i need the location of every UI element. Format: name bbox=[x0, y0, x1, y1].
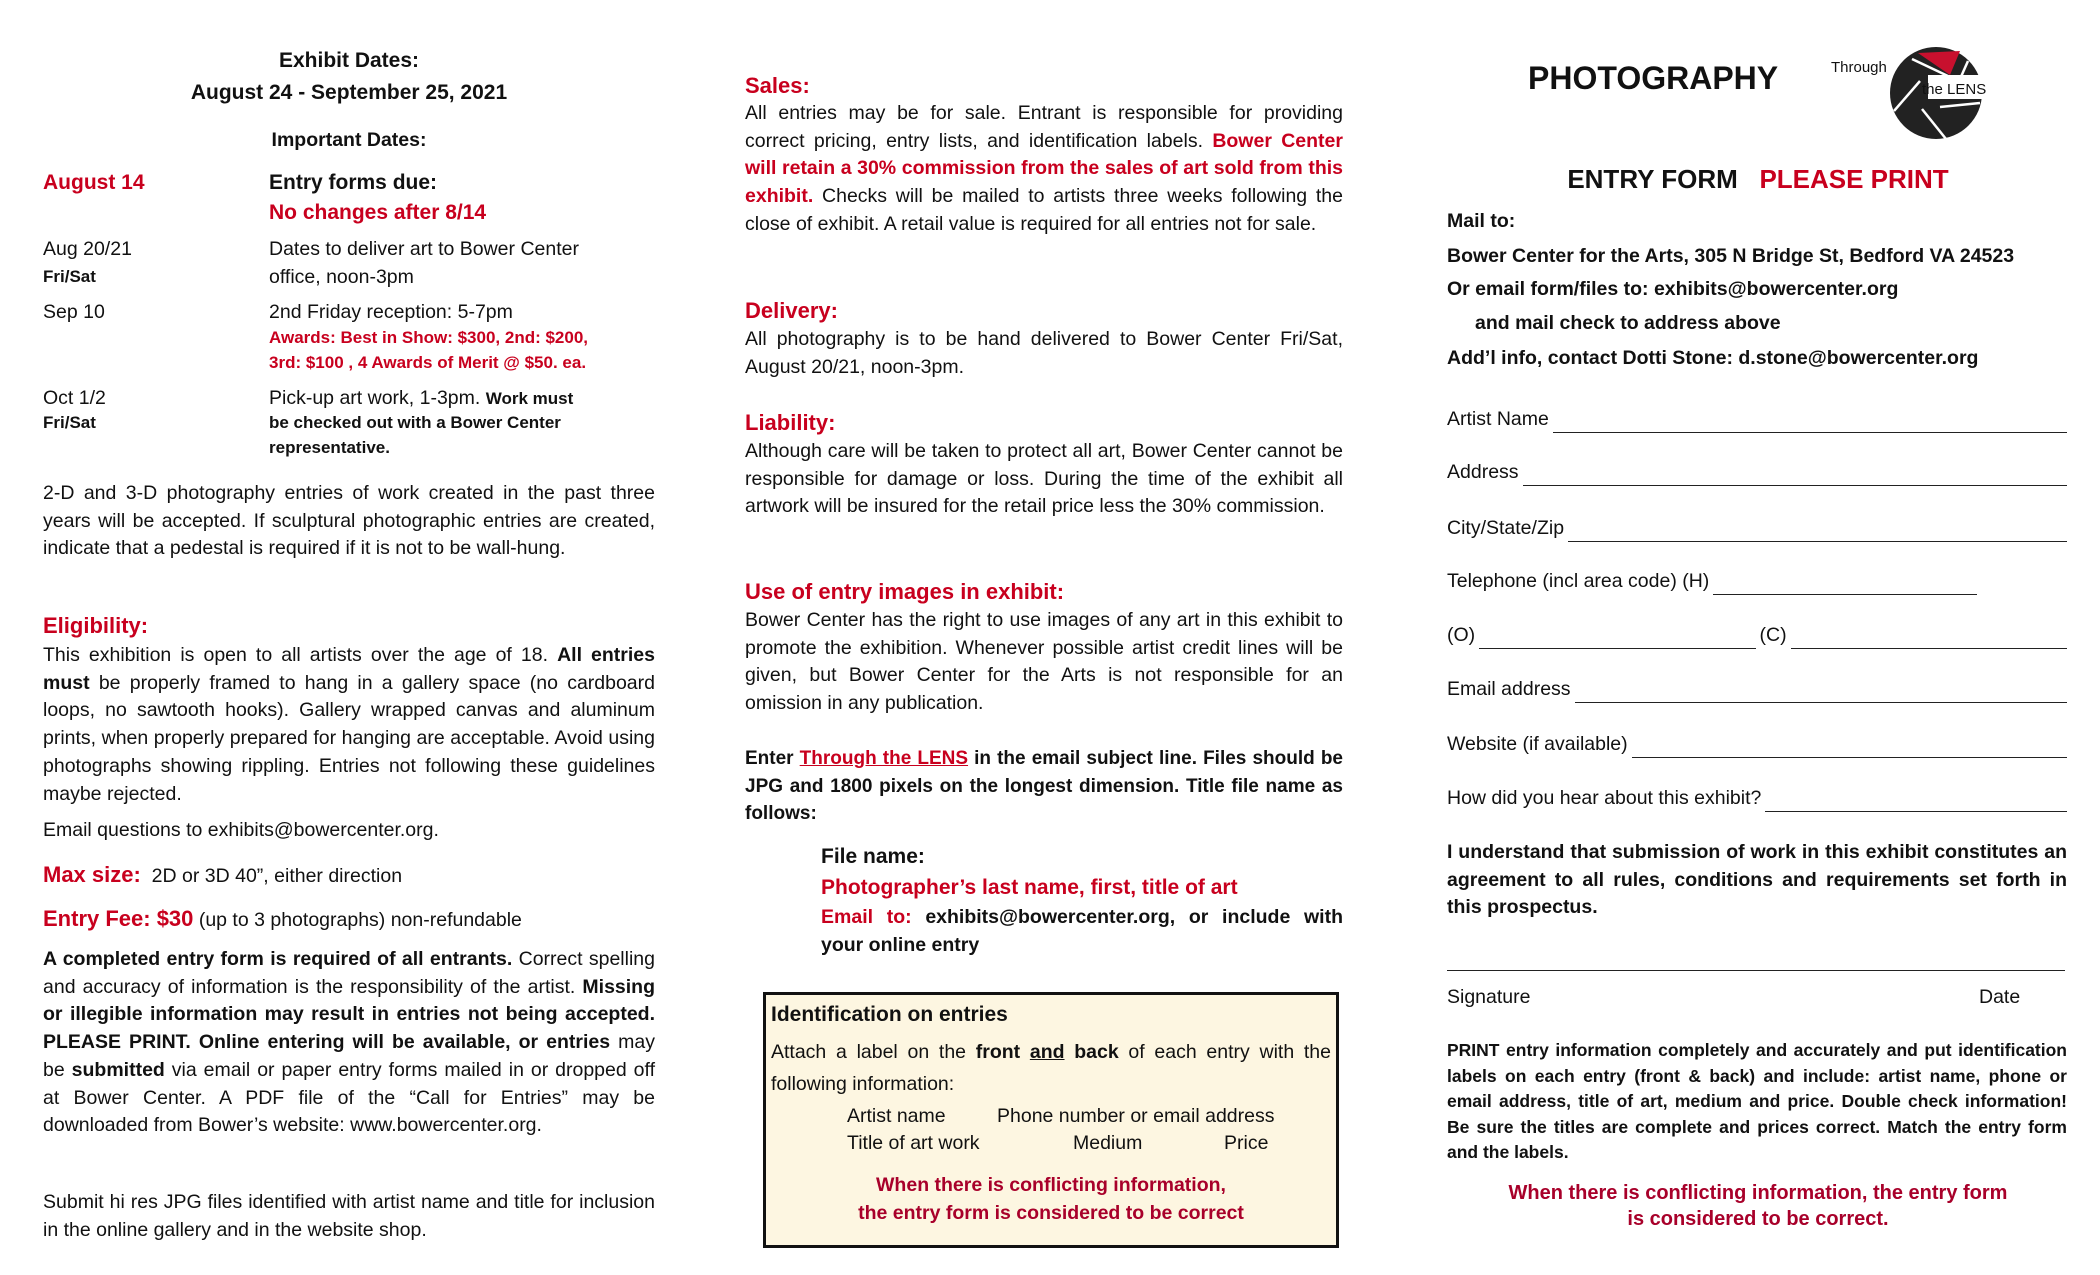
field-label: (C) bbox=[1759, 624, 1787, 646]
completed-paragraph bbox=[43, 946, 655, 1140]
text: Email to: bbox=[821, 906, 912, 928]
text: Checks will be mailed to artists three weeks following the close of exhibit. A retail value is required for all entries not for sale. bbox=[745, 185, 1343, 235]
conflict-note: When there is conflicting information, bbox=[876, 1174, 1226, 1196]
id-item: Phone number or email address bbox=[997, 1105, 1275, 1127]
text: via email or paper entry forms mailed in or dropped off at Bower Center. A PDF file of the “Call for Entries” may be downloaded from Bower’s website: www.bowercenter.org. bbox=[43, 1058, 655, 1137]
telephone-field[interactable] bbox=[1447, 567, 1977, 595]
print-note: PRINT entry information completely and accurately and put identification labels on each entry (front & back) and include: artist name, phone or email address, title of art, medium and price. Double check information! Be sure the titles are complete and prices correct. Match the entry form and the labels. bbox=[1447, 1040, 2067, 1163]
email-input[interactable] bbox=[1575, 683, 2067, 703]
sales-heading: Sales: bbox=[745, 73, 810, 98]
hear-input[interactable] bbox=[1765, 792, 2067, 812]
text: submitted bbox=[71, 1058, 165, 1081]
phone-oc-field[interactable] bbox=[1447, 621, 2067, 649]
conflict-note: When there is conflicting information, the entry form bbox=[1508, 1182, 2008, 1204]
id-item: Artist name bbox=[847, 1105, 946, 1127]
city-field[interactable] bbox=[1447, 514, 2067, 542]
text: be properly framed to hang in a gallery space (no cardboard loops, no sawtooth hooks). Gallery wrapped canvas and aluminum prints, when properly prepared for hanging are acceptable. Avoid using photographs showing rippling. Entries not following these guidelines maybe rejected. bbox=[43, 671, 655, 805]
schedule-text: office, noon-3pm bbox=[269, 266, 414, 288]
schedule-date: Oct 1/2 bbox=[43, 387, 106, 409]
eligibility-heading: Eligibility: bbox=[43, 613, 149, 638]
awards-text: Awards: Best in Show: $300, 2nd: $200, bbox=[269, 328, 589, 347]
field-label: Telephone (incl area code) (H) bbox=[1447, 570, 1710, 592]
schedule-text: Pick-up art work, 1-3pm. bbox=[269, 387, 486, 409]
schedule-text: No changes after 8/14 bbox=[269, 201, 487, 224]
schedule-date: Aug 20/21 bbox=[43, 238, 132, 260]
exhibit-dates: August 24 - September 25, 2021 bbox=[190, 81, 508, 104]
text: Enter bbox=[745, 748, 800, 769]
schedule-text: be checked out with a Bower Center bbox=[269, 413, 561, 432]
sales-paragraph bbox=[745, 100, 1343, 239]
mail-address: Bower Center for the Arts, 305 N Bridge St, Bedford VA 24523 bbox=[1447, 245, 2015, 267]
identification-paragraph bbox=[771, 1036, 1331, 1100]
schedule-date: Sep 10 bbox=[43, 301, 105, 323]
email-questions: Email questions to exhibits@bowercenter.org. bbox=[43, 819, 439, 841]
text: front bbox=[975, 1041, 1030, 1063]
telephone-office-input[interactable] bbox=[1479, 629, 1755, 649]
liability-paragraph: Although care will be taken to protect all art, Bower Center cannot be responsible for damage or loss. During the time of the exhibit all artwork will be insured for the retail price less the 30% commission. bbox=[745, 440, 1343, 518]
field-label: Website (if available) bbox=[1447, 733, 1628, 755]
use-images-paragraph: Bower Center has the right to use images of any art in this exhibit to promote the exhibition. Whenever possible artist credit lines will be given, but Bower Center for the Arts is not responsible for an omission in any publication. bbox=[745, 609, 1343, 715]
conflict-note: is considered to be correct. bbox=[1627, 1208, 1889, 1230]
mail-check: and mail check to address above bbox=[1475, 312, 1781, 334]
website-input[interactable] bbox=[1632, 738, 2067, 758]
schedule-date: August 14 bbox=[43, 171, 145, 194]
contact-info: Add’l info, contact Dotti Stone: d.stone@bowercenter.org bbox=[1447, 347, 1979, 369]
max-size-label: Max size: bbox=[43, 862, 141, 887]
text: All entries may be for sale. Entrant is responsible for providing correct pricing, entry lists, and identification labels. bbox=[745, 102, 1343, 152]
schedule-day: Fri/Sat bbox=[43, 413, 96, 432]
exhibit-dates-label: Exhibit Dates: bbox=[278, 49, 420, 72]
text: Missing or illegible information may result in entries not being accepted. PLEASE PRINT. Online entering will be available, or entries bbox=[43, 975, 655, 1054]
text: and bbox=[1029, 1041, 1065, 1063]
field-label: How did you hear about this exhibit? bbox=[1447, 787, 1762, 809]
entry-fee-value: (up to 3 photographs) non-refundable bbox=[193, 909, 522, 931]
signature-line[interactable] bbox=[1447, 970, 2065, 971]
email-field[interactable] bbox=[1447, 675, 2067, 703]
field-label: Address bbox=[1447, 461, 1519, 483]
telephone-cell-input[interactable] bbox=[1791, 629, 2067, 649]
city-input[interactable] bbox=[1568, 522, 2067, 542]
entry-form-title: ENTRY FORM bbox=[1567, 164, 1738, 194]
submit-paragraph: Submit hi res JPG files identified with artist name and title for inclusion in the online gallery and in the website shop. bbox=[43, 1191, 655, 1241]
intro-paragraph: 2-D and 3-D photography entries of work created in the past three years will be accepted. If sculptural photographic entries are created, indicate that a pedestal is required if it is not to be wall-hung. bbox=[43, 482, 655, 560]
important-dates-label: Important Dates: bbox=[271, 129, 427, 151]
conflict-note: the entry form is considered to be correct bbox=[858, 1202, 1244, 1224]
field-label: (O) bbox=[1447, 624, 1476, 646]
text: Correct spelling and accuracy of information is the responsibility of the artist. bbox=[43, 948, 655, 998]
field-label: Artist Name bbox=[1447, 408, 1549, 430]
liability-heading: Liability: bbox=[745, 410, 836, 435]
max-size-value: 2D or 3D 40”, either direction bbox=[151, 865, 403, 887]
hear-field[interactable] bbox=[1447, 784, 2067, 812]
logo-through-text: Through bbox=[1831, 59, 1887, 76]
text: This exhibition is open to all artists over the age of 18. bbox=[43, 644, 558, 666]
file-name-format: Photographer’s last name, first, title of art bbox=[821, 876, 1238, 899]
schedule-text: Dates to deliver art to Bower Center bbox=[269, 238, 579, 260]
website-field[interactable] bbox=[1447, 730, 2067, 758]
file-name-label: File name: bbox=[821, 845, 925, 868]
email-form: Or email form/files to: exhibits@bowercenter.org bbox=[1447, 278, 1899, 300]
telephone-home-input[interactable] bbox=[1713, 575, 1977, 595]
artist-name-input[interactable] bbox=[1553, 413, 2067, 433]
field-label: City/State/Zip bbox=[1447, 517, 1565, 539]
schedule-text: representative. bbox=[269, 438, 390, 457]
please-print: PLEASE PRINT bbox=[1759, 164, 1949, 194]
awards-text: 3rd: $100 , 4 Awards of Merit @ $50. ea. bbox=[269, 353, 587, 372]
delivery-heading: Delivery: bbox=[745, 298, 838, 323]
photography-title: PHOTOGRAPHY bbox=[1528, 60, 1779, 96]
text: A completed entry form is required of all entrants. bbox=[43, 948, 513, 970]
field-label: Email address bbox=[1447, 678, 1571, 700]
id-item: Medium bbox=[1073, 1132, 1143, 1154]
text: Bower Center will retain a 30% commission from the sales of art sold from this exhibit. bbox=[745, 129, 1343, 208]
signature-label: Signature bbox=[1447, 986, 1531, 1008]
logo-lens-text: the LENS bbox=[1922, 81, 1987, 98]
date-label: Date bbox=[1979, 986, 2021, 1008]
text: of each entry with the following information: bbox=[771, 1041, 1331, 1095]
text: back bbox=[1064, 1041, 1119, 1063]
schedule-text: Work must bbox=[485, 389, 574, 408]
eligibility-paragraph bbox=[43, 642, 655, 808]
use-images-heading: Use of entry images in exhibit: bbox=[745, 579, 1065, 604]
agreement-paragraph: I understand that submission of work in this exhibit constitutes an agreement to all rules, conditions and requirements set forth in this prospectus. bbox=[1447, 841, 2067, 919]
schedule-text: Entry forms due: bbox=[269, 171, 438, 194]
delivery-paragraph: All photography is to be hand delivered to Bower Center Fri/Sat, August 20/21, noon-3pm. bbox=[745, 328, 1343, 378]
text: exhibits@bowercenter.org, or include with your online entry bbox=[821, 906, 1343, 956]
email-subject-paragraph bbox=[745, 745, 1343, 828]
entry-fee-label: Entry Fee: $30 bbox=[43, 906, 194, 931]
text: All entries must bbox=[43, 644, 655, 694]
schedule-text: 2nd Friday reception: 5-7pm bbox=[269, 301, 513, 323]
address-field[interactable] bbox=[1447, 458, 2067, 486]
text: in the email subject line. Files should be JPG and 1800 pixels on the longest dimension. Title file name as follows: bbox=[745, 748, 1343, 825]
id-item: Title of art work bbox=[847, 1132, 980, 1154]
mail-to-label: Mail to: bbox=[1447, 210, 1516, 232]
identification-heading: Identification on entries bbox=[771, 1003, 1008, 1026]
schedule-day: Fri/Sat bbox=[43, 267, 96, 286]
artist-name-field[interactable] bbox=[1447, 405, 2067, 433]
id-item: Price bbox=[1224, 1132, 1269, 1154]
address-input[interactable] bbox=[1523, 466, 2067, 486]
subject-line-link: Through the LENS bbox=[799, 748, 969, 769]
text: Attach a label on the bbox=[771, 1041, 976, 1063]
text: may be bbox=[43, 1031, 655, 1081]
email-to bbox=[821, 904, 1343, 959]
